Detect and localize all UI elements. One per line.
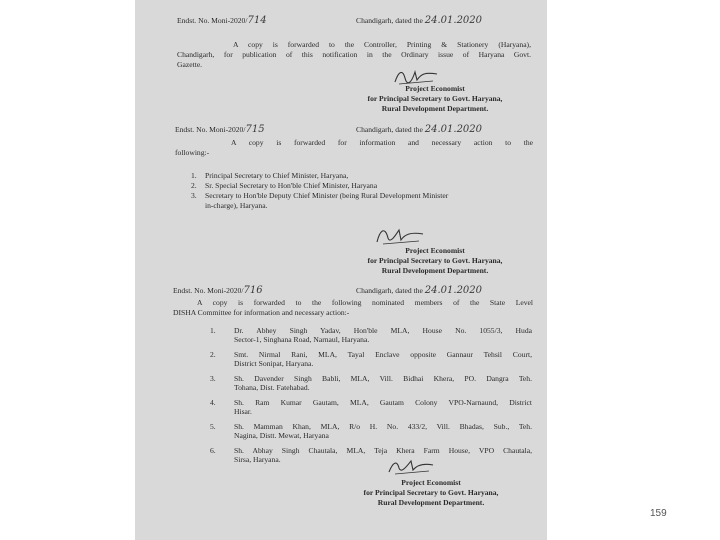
sig1-line2: for Principal Secretary to Govt. Haryana, [367, 94, 503, 103]
place-date-3: Chandigarh, dated the 24.01.2020 [356, 285, 483, 296]
list-item: 1. Principal Secretary to Chief Minister, Haryana, [191, 171, 349, 180]
body-line-1a: A copy is forwarded to the Controller, Printing & Stationery (Haryana), [233, 40, 531, 49]
member-entry: Sh. Ram Kumar Gautam, MLA, Gautam Colony VPO-Narnaund, District Hisar. [234, 398, 532, 417]
member-number: 6. [210, 446, 216, 455]
body-line-3b: DISHA Committee for information and necessary action:- [173, 308, 350, 317]
sig3-line3: Rural Development Department. [377, 498, 485, 507]
body-line-1b: Chandigarh, for publication of this notification in the Ordinary issue of Haryana Govt. [177, 50, 531, 59]
member-entry: Sh. Mamman Khan, MLA, R/o H. No. 433/2, Vill. Bhadas, Sub., Teh. Nagina, Distt. Mewat, Haryana [234, 422, 532, 441]
list-item: 2. Sr. Special Secretary to Hon'ble Chief Minister, Haryana [191, 181, 378, 190]
body-line-2b: following:- [175, 148, 210, 157]
member-entry: Dr. Abhey Singh Yadav, Hon'ble MLA, House No. 1055/3, Huda Sector-1, Singhana Road, Narnaul, Haryana. [234, 326, 532, 345]
sig3-line2: for Principal Secretary to Govt. Haryana, [363, 488, 499, 497]
endst-number-1: Endst. No. Moni-2020/714 [177, 15, 267, 26]
place-date-1: Chandigarh, dated the 24.01.2020 [356, 15, 483, 26]
body-line-2a: A copy is forwarded for information and necessary action to the [231, 138, 533, 147]
body-line-3a: A copy is forwarded to the following nominated members of the State Level [197, 298, 533, 307]
endst-number-2: Endst. No. Moni-2020/715 [175, 124, 265, 135]
sig1-title: Project Economist [405, 84, 465, 93]
member-entry: Smt. Nirmal Rani, MLA, Tayal Enclave opposite Gannaur Tehsil Court, District Sonipat, Haryana. [234, 350, 532, 369]
place-date-2: Chandigarh, dated the 24.01.2020 [356, 124, 483, 135]
scanned-document-page [135, 0, 547, 540]
member-number: 5. [210, 422, 216, 431]
member-number: 4. [210, 398, 216, 407]
handwritten-signature-3 [387, 456, 435, 476]
sig2-line2: for Principal Secretary to Govt. Haryana, [367, 256, 503, 265]
list-item-cont: in-charge), Haryana. [205, 201, 268, 210]
handwritten-signature-1 [393, 66, 439, 86]
member-number: 1. [210, 326, 216, 335]
sig2-line3: Rural Development Department. [381, 266, 489, 275]
handwritten-signature-2 [375, 224, 425, 246]
body-line-1c: Gazette. [177, 60, 203, 69]
sig3-title: Project Economist [401, 478, 461, 487]
sig1-line3: Rural Development Department. [381, 104, 489, 113]
member-number: 3. [210, 374, 216, 383]
member-number: 2. [210, 350, 216, 359]
member-entry: Sh. Abhay Singh Chautala, MLA, Teja Khera Farm House, VPO Chautala, Sirsa, Haryana. [234, 446, 532, 465]
member-entry: Sh. Davender Singh Babli, MLA, Vill. Bidhai Khera, PO. Dangra Teh. Tohana, Dist. Fatehabad. [234, 374, 532, 393]
sig2-title: Project Economist [405, 246, 465, 255]
page-number: 159 [650, 508, 667, 519]
endst-number-3: Endst. No. Moni-2020/716 [173, 285, 263, 296]
list-item: 3. Secretary to Hon'ble Deputy Chief Minister (being Rural Development Minister [191, 191, 449, 200]
